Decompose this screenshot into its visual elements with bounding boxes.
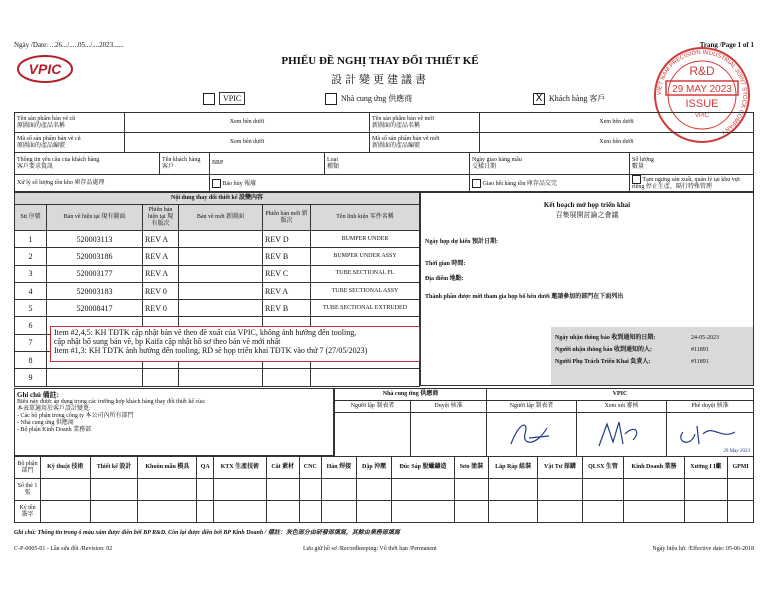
change-cell-old-rev: REV 0 xyxy=(143,282,179,299)
dept-header-cell: QA xyxy=(197,457,214,479)
change-cell-new-rev: REV C xyxy=(263,265,311,282)
dept-sign-cell[interactable] xyxy=(624,501,684,523)
dept-copies-cell[interactable] xyxy=(454,479,488,501)
dept-header-cell: QLSX 生管 xyxy=(582,457,624,479)
new-code-value: Xem bên dưới xyxy=(480,133,754,153)
dept-header-cell: Thiết kế 設計 xyxy=(90,457,138,479)
change-row xyxy=(15,369,420,386)
dept-header-cell: Đúc Sáp 脫蠟鑄造 xyxy=(392,457,455,479)
dept-header-cell: KTX 生產技術 xyxy=(214,457,266,479)
change-cell-part: TUBE SECTIONAL FL xyxy=(311,265,420,282)
dept-copies-cell[interactable] xyxy=(728,479,754,501)
old-code-value: Xem bên dưới xyxy=(125,133,370,153)
dept-sign-cell[interactable] xyxy=(488,501,537,523)
change-cell-part: BUMPER UNDER ASSY xyxy=(311,248,420,265)
change-cell-new-rev xyxy=(263,369,311,386)
dept-copies-cell[interactable] xyxy=(392,479,455,501)
change-cell-new-rev: REV A xyxy=(263,282,311,299)
dept-copies-cell[interactable] xyxy=(197,479,214,501)
dept-sign-cell[interactable] xyxy=(214,501,266,523)
dept-copies-cell[interactable] xyxy=(266,479,299,501)
change-cell-part: TUBE SECTIONAL EXTRUDED xyxy=(311,300,420,317)
change-cell-no: 3 xyxy=(15,265,47,282)
svg-text:VPIC: VPIC xyxy=(28,61,62,77)
form-title-cn: 設計變更建議書 xyxy=(331,74,429,86)
dept-header-cell: Khuôn mẫu 模具 xyxy=(138,457,197,479)
dept-sign-cell[interactable] xyxy=(299,501,321,523)
dept-sign-cell[interactable] xyxy=(684,501,728,523)
dept-sign-cell[interactable] xyxy=(582,501,624,523)
vpic-logo xyxy=(16,54,74,84)
change-cell-old: 520003177 xyxy=(47,265,143,282)
svg-text:VIET NAM PRECISION INDUSTRIAL: VIET NAM PRECISION INDUSTRIAL JOINT STOCK COMPANY xyxy=(656,49,748,135)
change-cell-no: 1 xyxy=(15,231,47,248)
option-vpic-checkbox[interactable] xyxy=(203,93,215,105)
notify-box: Ngày nhận thông báo 收到通知的日期: 24-05-2023 Người nhận thông báo 收到通知的人: #11891 Người Phụ Trách Triển Khai 負責人: #11891 xyxy=(551,327,753,385)
signature-reviewer xyxy=(577,413,667,457)
dept-header-cell: Xưởng I I廠 xyxy=(684,457,728,479)
customer-value: BRP xyxy=(210,153,325,175)
new-name-value: Xem bên dưới xyxy=(480,113,754,133)
change-cell-old: 520003113 xyxy=(47,231,143,248)
option-supplier[interactable]: Nhà cung ứng 供應商 xyxy=(325,93,412,105)
change-cell-old-rev xyxy=(143,369,179,386)
change-cell-old: 520008417 xyxy=(47,300,143,317)
info-table: Tên sản phẩm bản vẽ cũ 原圖面的產品名稱 Xem bên dưới Tên sản phẩm bản vẽ mới 新圖面的產品名稱 Xem bên dưới Mã số sản phẩm bản vẽ cũ 原圖面的產品編號 Xem bên dưới Mã số sản phẩm bản vẽ mới 新圖面的產品編號 Xem bên dưới xyxy=(14,112,754,153)
signature-table: Nhà cung ứng 供應商 VPIC Người lập 制表者 Duyệt 核准 Người lập 制表者 Xem xét 審核 Phê duyệt 核准 29 May 2023 xyxy=(334,388,754,457)
page-number: Trang /Page 1 of 1 xyxy=(699,41,754,49)
change-cell-new xyxy=(179,231,263,248)
change-cell-no: 5 xyxy=(15,300,47,317)
dept-copies-cell[interactable] xyxy=(684,479,728,501)
old-name-value: Xem bên dưới xyxy=(125,113,370,133)
change-cell-old-rev: REV A xyxy=(143,231,179,248)
record-keeping: Lưu giữ hồ sơ /Recordkeeping: Vô thời hạn /Permanent xyxy=(303,546,437,552)
dept-header-cell: Dập 沖壓 xyxy=(357,457,392,479)
form-title: PHIẾU ĐỀ NGHỊ THAY ĐỔI THIẾT KẾ xyxy=(281,55,479,67)
svg-text:29 MAY 2023: 29 MAY 2023 xyxy=(672,84,732,95)
stock-scrap-checkbox[interactable] xyxy=(212,179,221,188)
svg-text:R&D: R&D xyxy=(689,64,715,78)
meeting-panel: Kết hoạch mở họp triển khai 召集展開討論之會議 Ngày họp dự kiến 預計日期: Thời gian 時間: Địa điểm 地點: Thành phần được mời tham gia họp bố bên dưới 邀請參加的部門在下面列出 Ngày nhận thông báo 收到通知的日期: 24-05-2023 Người nhận thông báo 收到通知的人: #11891 Người Phụ Trách Triển Khai 負責人: #11891 xyxy=(420,192,754,386)
change-cell-old-rev: REV 0 xyxy=(143,300,179,317)
dept-sign-cell[interactable] xyxy=(392,501,455,523)
date-line: Ngày /Date: ...26.../.....05.../....2023...... xyxy=(14,41,124,49)
change-cell-old-rev: REV A xyxy=(143,265,179,282)
option-customer[interactable]: X Khách hàng 客戶 xyxy=(533,93,605,105)
dept-header-cell: Lắp Ráp 組裝 xyxy=(488,457,537,479)
change-cell-old: 520003186 xyxy=(47,248,143,265)
change-cell-old xyxy=(47,369,143,386)
change-cell-part: BUMPER UNDER xyxy=(311,231,420,248)
stock-deliver-checkbox[interactable] xyxy=(472,179,481,188)
change-cell-no: 2 xyxy=(15,248,47,265)
change-cell-new xyxy=(179,248,263,265)
dept-header-cell: Hàn 焊接 xyxy=(321,457,356,479)
signature-creator xyxy=(487,413,577,457)
signature-approver: 29 May 2023 xyxy=(667,413,754,457)
dept-sign-cell[interactable] xyxy=(138,501,197,523)
option-vpic[interactable]: VPIC xyxy=(203,93,245,105)
dept-header-cell: CNC xyxy=(299,457,321,479)
dept-header-cell: Cắt 素材 xyxy=(266,457,299,479)
change-cell-no: 9 xyxy=(15,369,47,386)
change-row xyxy=(15,282,420,299)
dept-header-cell: Sơn 塗裝 xyxy=(454,457,488,479)
dept-copies-cell[interactable] xyxy=(582,479,624,501)
change-cell-old-rev: REV A xyxy=(143,248,179,265)
dept-sign-cell[interactable] xyxy=(357,501,392,523)
changes-title: Nội dung thay đổi thiết kế 設變內容 xyxy=(15,193,420,205)
change-row xyxy=(15,248,420,265)
change-cell-new xyxy=(179,282,263,299)
change-cell-part: TUBE SECTIONAL ASSY xyxy=(311,282,420,299)
dept-copies-cell[interactable] xyxy=(41,479,91,501)
dept-copies-cell[interactable] xyxy=(538,479,582,501)
dept-copies-cell[interactable] xyxy=(321,479,356,501)
form-code: C-P-0005-01 - Lần sửa đổi /Revision: 02 xyxy=(14,546,113,552)
footer-note: Ghi chú: Thông tin trong ô màu xám được điền bởi BP R&D. Còn lại được điền bởi BP Kinh Doanh / 備註：灰色部分由研發部填寫，其餘由業務部填寫 xyxy=(14,530,400,536)
dept-sign-cell[interactable] xyxy=(41,501,91,523)
dept-copies-cell[interactable] xyxy=(488,479,537,501)
change-cell-no: 4 xyxy=(15,282,47,299)
stock-hold-checkbox[interactable] xyxy=(632,175,641,184)
dept-copies-cell[interactable] xyxy=(357,479,392,501)
dept-sign-cell[interactable] xyxy=(90,501,138,523)
dept-header-cell: Kỹ thuật 技術 xyxy=(41,457,91,479)
dept-sign-cell[interactable] xyxy=(728,501,754,523)
dept-header-cell: Vật Tư 採購 xyxy=(538,457,582,479)
notes-section: Ghi chú 備註: Biểu này được áp dụng trong các trường hợp khách hàng thay đổi thiết kế của: 本表單適用於客戶設計變更: - Các bộ phận trong công ty 本公司內所有部門 - Nhà cung ứng 供應商 - Bộ phận Kinh Doanh 業務部 xyxy=(14,388,334,456)
change-cell-old: 520003183 xyxy=(47,282,143,299)
departments-table: Bộ phận 部門 Kỹ thuật 技術 Thiết kế 設計 Khuôn mẫu 模具 QA KTX 生產技術 Cắt 素材 CNC Hàn 焊接 Dập 沖壓 Đúc Sáp 脫蠟鑄造 Sơn 塗裝 Lắp Ráp 組裝 Vật Tư 採購 QLSX 生管 Kinh Doanh 業務 Xưởng I I廠 GPMI Số thẻ 1 張 Ký tên 簽字 xyxy=(14,456,754,523)
dept-copies-cell[interactable] xyxy=(299,479,321,501)
dept-sign-cell[interactable] xyxy=(266,501,299,523)
change-cell-new xyxy=(179,369,263,386)
dept-sign-cell[interactable] xyxy=(197,501,214,523)
effective-date: Ngày hiệu lực /Effective date: 05-06-2018 xyxy=(652,546,754,552)
dept-copies-cell[interactable] xyxy=(90,479,138,501)
change-cell-no: 7 xyxy=(15,334,47,351)
dept-copies-cell[interactable] xyxy=(138,479,197,501)
change-cell-new-rev: REV D xyxy=(263,231,311,248)
dept-copies-cell[interactable] xyxy=(214,479,266,501)
svg-text:ISSUE: ISSUE xyxy=(685,98,719,110)
option-supplier-checkbox[interactable] xyxy=(325,93,337,105)
change-cell-new xyxy=(179,265,263,282)
svg-text:VPIC: VPIC xyxy=(694,113,710,119)
change-cell-new xyxy=(179,300,263,317)
change-cell-new-rev: REV B xyxy=(263,300,311,317)
change-cell-no: 8 xyxy=(15,352,47,369)
change-row xyxy=(15,300,420,317)
request-table: Thông tin yêu cầu của khách hàng 客戶要求資訊 Tên khách hàng 客戶 BRP Loại 種類 Ngày giao hàng mẫu 交樣日期 Số lượng 數量 Xử lý số lượng tồn kho 庫存品處理 Báo hủy 報廢 Giao hết hàng tồn 庫存品交完 Tạm ngưng sản xuất, quản lý tại khu vực riêng 停止生產，隔行特殊管理 xyxy=(14,152,754,192)
dept-header-cell: GPMI xyxy=(728,457,754,479)
change-row xyxy=(15,231,420,248)
change-row xyxy=(15,265,420,282)
dept-sign-cell[interactable] xyxy=(454,501,488,523)
dept-sign-cell[interactable] xyxy=(538,501,582,523)
change-note-box: Item #2,4,5: KH TĐTK cập nhật bản vẽ theo đề xuất của VPIC, không ảnh hưởng đến tooling, cập nhật bổ sung bản vẽ, bp Kaifa cập nhật hồ sơ theo bản vẽ mới nhất Item #1,3: KH TĐTK ảnh hưởng đến tooling, RD sẽ họp triển khai TĐTK vào thứ 7 (27/05/2023) xyxy=(50,326,420,362)
option-customer-checkbox[interactable]: X xyxy=(533,93,545,105)
changes-table: Nội dung thay đổi thiết kế 設變內容 Stt 序號 Bản vẽ hiện tại 現有圖面 Phiên bản hiện tại 現有版次 Bản vẽ mới 新圖面 Phiên bản mới 新版次 Tên linh kiện 零件名稱 1 520003113 REV A REV D BUMPER UNDER 2 520003186 REV A REV B BUMPER UNDER ASSY 3 520003177 REV A REV C TUBE SECTIONAL FL 4 520003183 REV 0 REV A TUBE SECTIONAL ASSY 5 520008417 REV 0 REV B TUBE SECTIONAL EXTRUDED 6 7 8 9 xyxy=(14,192,420,387)
dept-header-cell: Kinh Doanh 業務 xyxy=(624,457,684,479)
dept-sign-cell[interactable] xyxy=(321,501,356,523)
dept-copies-cell[interactable] xyxy=(624,479,684,501)
change-cell-no: 6 xyxy=(15,317,47,334)
change-cell-part xyxy=(311,369,420,386)
change-cell-new-rev: REV B xyxy=(263,248,311,265)
